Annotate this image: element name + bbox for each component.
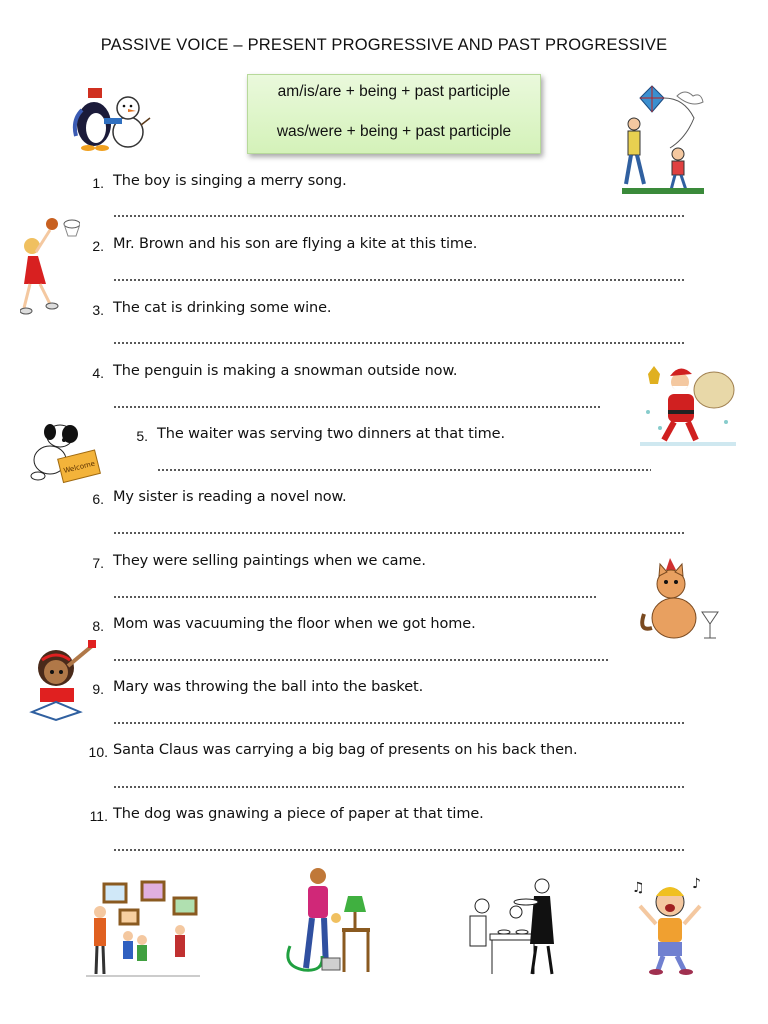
answer-line[interactable] bbox=[113, 849, 686, 851]
answer-line[interactable] bbox=[113, 722, 686, 724]
cat-drinking-wine-picture bbox=[640, 556, 724, 642]
answer-line[interactable] bbox=[113, 342, 686, 344]
answer-line[interactable] bbox=[113, 596, 596, 598]
kite-flying-picture bbox=[622, 84, 704, 196]
singing-boy-picture bbox=[630, 872, 710, 976]
mom-vacuuming-picture bbox=[282, 866, 372, 978]
dog-welcome-sign-picture bbox=[26, 420, 102, 488]
exercise-sentence: The penguin is making a snowman outside now. bbox=[113, 363, 458, 379]
exercise-sentence: The dog was gnawing a piece of paper at that time. bbox=[113, 806, 484, 822]
exercise-sentence: Mary was throwing the ball into the basket. bbox=[113, 679, 424, 695]
exercise-sentence: My sister is reading a novel now. bbox=[113, 489, 347, 505]
formula-past: was/were + being + past participle bbox=[276, 123, 512, 140]
exercise-number: 2. bbox=[92, 238, 104, 254]
exercise-number: 6. bbox=[92, 491, 104, 507]
waiter-serving-picture bbox=[460, 876, 570, 976]
exercise-sentence: The cat is drinking some wine. bbox=[113, 300, 332, 316]
welcome-sign-text: Welcome bbox=[62, 459, 96, 475]
answer-line[interactable] bbox=[113, 279, 686, 281]
exercise-number: 8. bbox=[92, 618, 104, 634]
answer-line[interactable] bbox=[113, 786, 686, 788]
penguin-snowman-picture bbox=[68, 80, 152, 154]
exercise-sentence: They were selling paintings when we came. bbox=[113, 553, 426, 569]
exercise-number: 4. bbox=[92, 365, 104, 381]
answer-line[interactable] bbox=[113, 406, 601, 408]
exercise-number: 9. bbox=[92, 681, 104, 697]
answer-line[interactable] bbox=[113, 659, 610, 661]
girl-reading-picture bbox=[28, 636, 104, 728]
selling-paintings-picture bbox=[86, 880, 200, 978]
exercise-sentence: The boy is singing a merry song. bbox=[113, 173, 347, 189]
formula-present: am/is/are + being + past participle bbox=[277, 83, 511, 100]
exercise-number: 7. bbox=[92, 555, 104, 571]
exercise-number: 3. bbox=[92, 302, 104, 318]
basketball-girl-picture bbox=[20, 216, 80, 318]
answer-line[interactable] bbox=[113, 532, 686, 534]
svg-text:♪: ♪ bbox=[692, 876, 701, 892]
exercise-number: 1. bbox=[92, 175, 104, 191]
answer-line[interactable] bbox=[157, 469, 651, 471]
exercise-number: 10. bbox=[88, 744, 108, 760]
santa-claus-picture bbox=[640, 362, 736, 448]
answer-line[interactable] bbox=[113, 215, 686, 217]
svg-text:♫: ♫ bbox=[632, 880, 645, 896]
worksheet-title: PASSIVE VOICE – PRESENT PROGRESSIVE AND PAST PROGRESSIVE bbox=[100, 36, 668, 54]
exercise-number: 5. bbox=[136, 428, 148, 444]
exercise-sentence: Santa Claus was carrying a big bag of presents on his back then. bbox=[113, 742, 578, 758]
exercise-sentence: Mr. Brown and his son are flying a kite at this time. bbox=[113, 236, 478, 252]
exercise-number: 11. bbox=[89, 808, 108, 824]
exercise-sentence: Mom was vacuuming the floor when we got home. bbox=[113, 616, 476, 632]
formula-box bbox=[247, 74, 541, 154]
exercise-sentence: The waiter was serving two dinners at that time. bbox=[157, 426, 505, 442]
